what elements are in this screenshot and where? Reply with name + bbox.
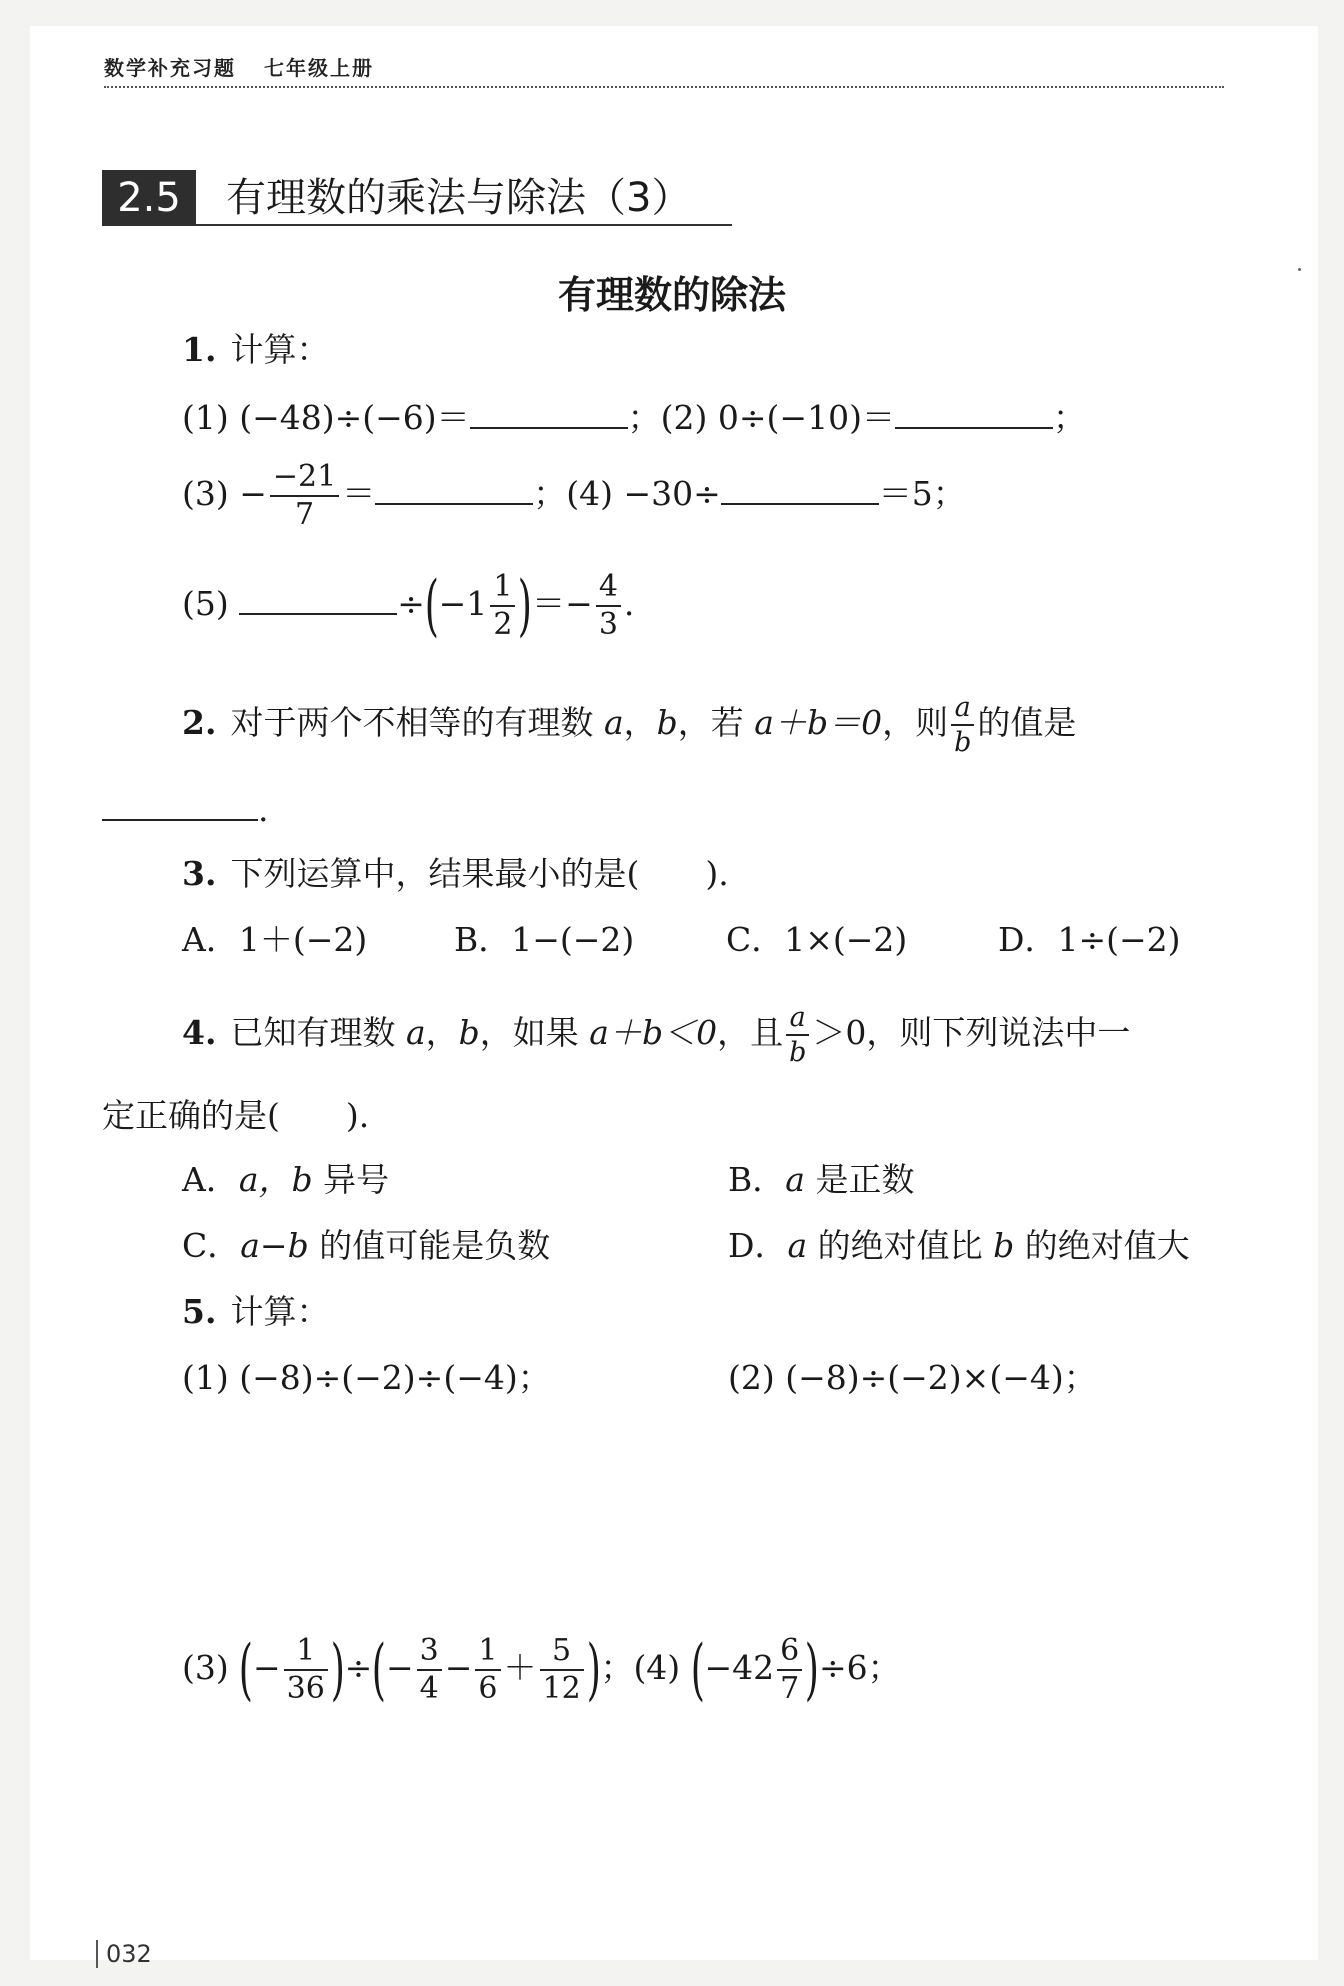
- q1-text: 计算：: [230, 330, 330, 369]
- right-paren: ): [518, 567, 533, 644]
- q5-part1: (1) (−8)÷(−2)÷(−4)；: [182, 1358, 551, 1397]
- q3-options: [182, 918, 1181, 962]
- fraction-numerator: a: [789, 1002, 806, 1033]
- q4-number: 4.: [182, 1013, 217, 1052]
- option-letter: B．: [728, 1160, 786, 1199]
- left-paren: (: [239, 1631, 254, 1708]
- q2-condition: a＋b＝0: [754, 703, 883, 742]
- option-text: 是正数: [804, 1160, 915, 1199]
- option-var: a−b: [240, 1226, 309, 1265]
- fraction-numerator: 1: [296, 1633, 316, 1668]
- right-paren: ): [804, 1631, 820, 1708]
- minus: −: [386, 1648, 414, 1687]
- period: .: [623, 584, 635, 623]
- q4-line1: [182, 1004, 1130, 1066]
- fraction-denominator: 36: [286, 1671, 325, 1706]
- fraction-numerator: 5: [552, 1633, 572, 1668]
- fraction: [777, 1633, 802, 1706]
- q3-option-c[interactable]: C．1×(−2): [726, 920, 908, 959]
- divide-sign: ÷: [344, 1648, 373, 1687]
- section-title: 有理数的乘法与除法（3）: [226, 175, 692, 221]
- q1-row3: [182, 567, 635, 644]
- option-var: a: [787, 1226, 808, 1265]
- q1-number: 1.: [182, 330, 217, 369]
- var-b: b: [656, 703, 678, 742]
- fraction-denominator: 4: [419, 1671, 439, 1706]
- fraction: [417, 1633, 442, 1706]
- fraction: [596, 569, 621, 642]
- plus: ＋: [503, 1648, 537, 1687]
- q4-option-c[interactable]: [182, 1224, 550, 1268]
- q5-heading: [182, 1290, 329, 1334]
- fraction-denominator: 6: [478, 1671, 498, 1706]
- minus: −: [253, 1648, 281, 1687]
- option-var: a: [785, 1160, 805, 1199]
- q5-text: 计算：: [230, 1292, 330, 1331]
- fraction-bar: [951, 724, 974, 726]
- fraction: [786, 1004, 809, 1066]
- q5-row2: [182, 1631, 901, 1708]
- running-header: [104, 52, 374, 81]
- option-text: 的绝对值比: [807, 1226, 994, 1265]
- option-text: 的值可能是负数: [308, 1226, 551, 1265]
- fraction: [475, 1633, 500, 1706]
- period: .: [258, 790, 269, 829]
- section-number: 2.5: [102, 170, 196, 226]
- var-b: b: [458, 1013, 480, 1052]
- fraction-denominator: 12: [542, 1671, 581, 1706]
- equals-minus: ＝−: [532, 584, 593, 623]
- var-a: a: [405, 1013, 426, 1052]
- q3-option-d[interactable]: D．1÷(−2): [998, 920, 1181, 959]
- answer-blank[interactable]: [239, 585, 397, 615]
- q2-number: 2.: [182, 703, 217, 742]
- q1-part5-label: (5): [182, 584, 229, 623]
- answer-blank[interactable]: [895, 399, 1053, 429]
- q4-text-a: 已知有理数: [230, 1013, 406, 1052]
- left-paren: (: [424, 567, 439, 644]
- fraction-numerator: 1: [493, 569, 513, 604]
- fraction-bar: [786, 1034, 809, 1036]
- q1-part4-end: ＝5；: [878, 474, 966, 513]
- q4-option-a[interactable]: [182, 1158, 389, 1202]
- option-text: 异号: [312, 1160, 390, 1199]
- q5-part4-tail: ÷6；: [818, 1648, 901, 1687]
- mixed-whole: −42: [704, 1648, 775, 1687]
- q4-text-c: ，且: [717, 1013, 784, 1052]
- q3-option-a[interactable]: A．1＋(−2): [182, 920, 368, 959]
- option-vars: a，b: [238, 1160, 313, 1199]
- option-text: 的绝对值大: [1014, 1226, 1190, 1265]
- book-title: 数学补充习题: [104, 56, 236, 80]
- q1-semicolon: ；: [1052, 398, 1086, 437]
- option-letter: D．: [728, 1226, 788, 1265]
- fraction: [490, 569, 515, 642]
- fraction-denominator: b: [954, 727, 972, 758]
- q4-option-b[interactable]: [728, 1158, 914, 1202]
- q2-line1: [182, 694, 1076, 756]
- q2-text-a: 对于两个不相等的有理数: [230, 703, 604, 742]
- var-a: a: [603, 703, 624, 742]
- fraction-numerator: 4: [598, 569, 618, 604]
- answer-blank[interactable]: [102, 791, 258, 821]
- fraction-denominator: b: [789, 1037, 807, 1068]
- q1-part2: ；(2) 0÷(−10)＝: [627, 398, 895, 437]
- fraction-denominator: 3: [598, 607, 618, 642]
- q5-part4-label: ；(4): [600, 1648, 681, 1687]
- q3-text: 下列运算中，结果最小的是( ).: [230, 854, 729, 893]
- fraction-denominator: 7: [295, 497, 315, 532]
- q3-option-b[interactable]: B．1−(−2): [454, 920, 635, 959]
- header-divider: [104, 86, 1224, 88]
- answer-blank[interactable]: [470, 399, 628, 429]
- q1-part3-label: (3) −: [182, 474, 267, 513]
- right-paren: ): [586, 1631, 601, 1708]
- equals-sign: ＝: [342, 474, 376, 513]
- fraction: [284, 1633, 328, 1706]
- fraction-numerator: 3: [419, 1633, 439, 1668]
- left-paren: (: [690, 1631, 705, 1708]
- answer-blank[interactable]: [375, 475, 533, 505]
- subheading: 有理数的除法: [557, 273, 786, 317]
- option-letter: A．: [182, 1160, 239, 1199]
- fraction: [951, 694, 974, 756]
- q5-part2: (2) (−8)÷(−2)×(−4)；: [728, 1358, 1097, 1397]
- option-var: b: [993, 1226, 1015, 1265]
- fraction-numerator: 6: [780, 1633, 800, 1668]
- fraction-denominator: 7: [780, 1671, 800, 1706]
- right-paren: ): [330, 1631, 345, 1708]
- comma: ，: [623, 703, 657, 742]
- q4-text-d: ，则下列说法中一: [866, 1013, 1131, 1052]
- q2-line2: [102, 788, 269, 832]
- option-letter: C．: [182, 1226, 241, 1265]
- fraction: [270, 459, 339, 532]
- q1-part4: ；(4) −30÷: [533, 474, 721, 513]
- q2-text-d: 的值是: [977, 703, 1077, 742]
- grade-label: 七年级上册: [264, 56, 374, 80]
- fraction-numerator: a: [954, 692, 971, 723]
- q1-row1: [182, 396, 1086, 440]
- q4-option-d[interactable]: [728, 1224, 1190, 1268]
- q4-line2: [102, 1094, 369, 1138]
- fraction-denominator: 2: [493, 607, 513, 642]
- fraction-numerator: −21: [272, 459, 337, 494]
- q1-heading: [182, 328, 329, 372]
- left-paren: (: [372, 1631, 387, 1708]
- mixed-whole: −1: [438, 584, 488, 623]
- fraction: [540, 1633, 584, 1706]
- q3-stem: [182, 852, 729, 896]
- answer-blank[interactable]: [721, 475, 879, 505]
- fraction-numerator: 1: [478, 1633, 498, 1668]
- q3-number: 3.: [182, 854, 217, 893]
- comma: ，: [425, 1013, 459, 1052]
- section-underline: [196, 224, 732, 226]
- q4-text-b: ，如果: [479, 1013, 590, 1052]
- minus: −: [444, 1648, 473, 1687]
- q4-text-e: 定正确的是( ).: [102, 1096, 370, 1135]
- q1-row2: [182, 459, 966, 532]
- q2-text-b: ，若: [677, 703, 755, 742]
- q5-part3-label: (3): [182, 1648, 229, 1687]
- q1-part1: (1) (−48)÷(−6)＝: [182, 398, 470, 437]
- page-number: 032: [96, 1940, 152, 1968]
- q4-condition-1: a＋b＜0: [589, 1013, 718, 1052]
- divide-sign: ÷: [397, 584, 425, 623]
- q2-text-c: ，则: [882, 703, 949, 742]
- q4-condition-2: ＞0: [812, 1013, 867, 1052]
- q5-number: 5.: [182, 1292, 217, 1331]
